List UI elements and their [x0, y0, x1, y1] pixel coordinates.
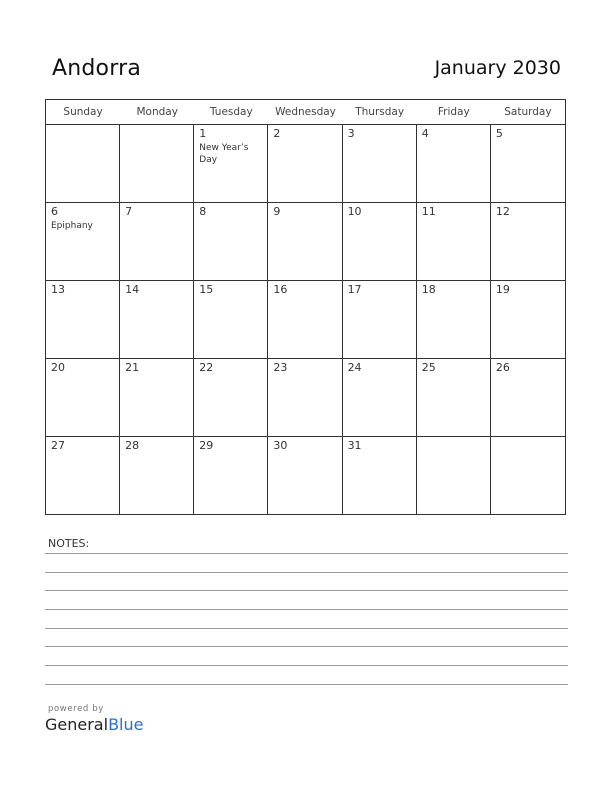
day-number: 13: [51, 283, 65, 296]
day-number: 1: [199, 127, 207, 140]
holiday-label: New Year’s Day: [199, 143, 249, 165]
day-number: 7: [125, 205, 133, 218]
day-number: 27: [51, 439, 65, 452]
day-cell[interactable]: [194, 359, 268, 436]
day-cell[interactable]: [194, 125, 268, 202]
day-number: 20: [51, 361, 65, 374]
day-cell[interactable]: [268, 203, 342, 280]
day-cell[interactable]: [268, 437, 342, 514]
week-row: [46, 437, 565, 514]
weekday-friday: Friday: [437, 106, 470, 118]
day-cell[interactable]: [46, 125, 120, 202]
weekday-thursday: Thursday: [355, 106, 405, 118]
day-number: 31: [347, 439, 362, 452]
powered-by-text: powered by: [48, 704, 104, 714]
day-cell[interactable]: [268, 359, 342, 436]
day-number: 5: [495, 127, 503, 140]
day-cell[interactable]: [343, 281, 417, 358]
day-number: 14: [125, 283, 140, 296]
day-number: 16: [273, 283, 288, 296]
day-number: 6: [51, 205, 58, 218]
note-line: [45, 684, 568, 685]
day-cell[interactable]: [417, 437, 491, 514]
day-number: 29: [199, 439, 214, 452]
day-number: 23: [273, 361, 288, 374]
day-cell[interactable]: [194, 203, 268, 280]
week-row: [46, 203, 565, 281]
day-number: 10: [347, 205, 362, 218]
day-cell[interactable]: [120, 203, 194, 280]
day-cell[interactable]: [343, 359, 417, 436]
day-number: 2: [273, 127, 281, 140]
note-line: [45, 665, 568, 666]
day-number: 9: [273, 205, 281, 218]
day-number: 11: [421, 205, 436, 218]
day-cell[interactable]: [491, 125, 565, 202]
weekday-header-row: [46, 100, 565, 125]
day-number: 12: [495, 205, 510, 218]
note-line: [45, 609, 568, 610]
day-cell[interactable]: [268, 281, 342, 358]
day-number: 22: [199, 361, 214, 374]
day-cell[interactable]: [417, 281, 491, 358]
note-line: [45, 628, 568, 629]
brand-name-general: General: [45, 715, 109, 734]
notes-label: NOTES:: [48, 537, 90, 550]
day-cell[interactable]: [46, 203, 120, 280]
day-cell[interactable]: [120, 359, 194, 436]
weekday-saturday: Saturday: [504, 106, 552, 118]
weeks-container: [46, 125, 565, 514]
week-row: [46, 359, 565, 437]
week-row: [46, 125, 565, 203]
brand-name: [45, 715, 143, 734]
note-line: [45, 553, 568, 554]
day-cell[interactable]: [417, 203, 491, 280]
day-number: 28: [125, 439, 140, 452]
calendar-grid: [45, 99, 566, 515]
weekday-sunday: Sunday: [63, 106, 103, 118]
generalblue-logo[interactable]: [45, 704, 143, 734]
note-line: [45, 572, 568, 573]
brand-name-blue: Blue: [108, 715, 144, 734]
day-number: 24: [347, 361, 362, 374]
day-number: 3: [347, 127, 355, 140]
weekday-tuesday: Tuesday: [209, 106, 253, 118]
day-cell[interactable]: [491, 437, 565, 514]
country-title: Andorra: [52, 56, 142, 81]
weekday-wednesday: Wednesday: [275, 106, 336, 118]
day-cell[interactable]: [46, 437, 120, 514]
day-number: 26: [495, 361, 510, 374]
day-number: 4: [421, 127, 429, 140]
day-cell[interactable]: [194, 281, 268, 358]
day-cell[interactable]: [194, 437, 268, 514]
day-cell[interactable]: [491, 281, 565, 358]
day-number: 30: [273, 439, 288, 452]
day-cell[interactable]: [417, 359, 491, 436]
month-year-title: January 2030: [434, 57, 561, 79]
day-cell[interactable]: [343, 125, 417, 202]
day-cell[interactable]: [120, 437, 194, 514]
day-cell[interactable]: [343, 203, 417, 280]
day-number: 21: [125, 361, 140, 374]
day-cell[interactable]: [46, 359, 120, 436]
weekday-monday: Monday: [136, 106, 178, 118]
day-number: 15: [199, 283, 214, 296]
day-number: 19: [495, 283, 510, 296]
note-line: [45, 590, 568, 591]
day-number: 18: [421, 283, 436, 296]
day-number: 8: [199, 205, 207, 218]
day-cell[interactable]: [120, 281, 194, 358]
note-line: [45, 646, 568, 647]
day-number: 17: [347, 283, 362, 296]
day-cell[interactable]: [343, 437, 417, 514]
day-cell[interactable]: [120, 125, 194, 202]
day-number: 25: [421, 361, 436, 374]
week-row: [46, 281, 565, 359]
day-cell[interactable]: [491, 203, 565, 280]
day-cell[interactable]: [491, 359, 565, 436]
day-cell[interactable]: [417, 125, 491, 202]
day-cell[interactable]: [46, 281, 120, 358]
day-cell[interactable]: [268, 125, 342, 202]
holiday-label: Epiphany: [51, 221, 93, 231]
